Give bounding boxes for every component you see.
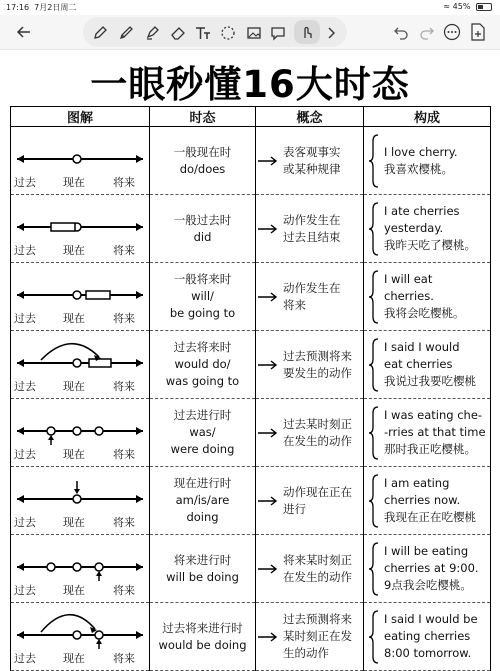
diagram-cell: [11, 535, 150, 603]
timeline: [11, 263, 149, 330]
arrow-right-icon: [136, 495, 143, 503]
form-cell: [364, 195, 491, 263]
brace-icon: [368, 201, 380, 257]
example-line: 我说过我要吃樱桃: [384, 374, 476, 388]
ellipsis-circle-icon: [443, 23, 461, 41]
arrow-right-icon: [136, 427, 143, 435]
example-line: 我将会吃樱桃。: [384, 306, 465, 320]
arrow-up-icon: [96, 639, 102, 644]
redo-button[interactable]: [417, 23, 437, 43]
concept-line: 过去且结束: [283, 229, 341, 244]
table-row: [11, 399, 491, 467]
hand-icon: [299, 24, 315, 40]
example-line: 9点我会吃樱桃。: [384, 578, 472, 592]
timeline-label-past: 过去: [14, 176, 36, 189]
time-point: [47, 563, 55, 571]
example-line: 我昨天吃了樱桃。: [384, 238, 476, 252]
battery-percent: 45%: [452, 2, 471, 11]
timeline-diagram: [11, 195, 149, 241]
header-concept: 概念: [256, 107, 364, 127]
tense-cell: [150, 467, 256, 535]
wifi-icon: ≈: [443, 2, 451, 11]
table-row: [11, 127, 491, 195]
image-tool-button[interactable]: [244, 23, 264, 43]
example-line: cherries now.: [384, 493, 461, 507]
timeline-label-future: 将来: [113, 448, 135, 461]
example-line: yesterday.: [384, 221, 444, 235]
concept-cell: [256, 603, 364, 671]
time-point: [73, 291, 81, 299]
arrow-right-icon: [258, 292, 280, 302]
timeline-label-now: 现在: [63, 448, 85, 461]
timeline-label-now: 现在: [63, 244, 85, 257]
arrow-left-icon: [17, 26, 31, 38]
form-cell: [364, 399, 491, 467]
eraser-tool-button[interactable]: [168, 23, 188, 43]
arrow-right-icon: [136, 359, 143, 367]
form-cell: [364, 467, 491, 535]
timeline: [11, 331, 149, 398]
more-tools-button[interactable]: [323, 23, 339, 43]
timeline-label-past: 过去: [14, 652, 36, 665]
concept-line: 要发生的动作: [283, 365, 352, 380]
example-line: I will be eating: [384, 544, 469, 558]
undo-icon: [393, 26, 409, 40]
timeline-diagram: [11, 603, 149, 649]
timeline-label-past: 过去: [14, 380, 36, 393]
timeline-label-now: 现在: [63, 312, 85, 325]
form-cell: [364, 331, 491, 399]
concept-line: 或某种规律: [283, 161, 341, 176]
finger-draw-button[interactable]: [294, 20, 320, 44]
timeline: [11, 195, 149, 262]
timeline-label-now: 现在: [63, 380, 85, 393]
brace-icon: [368, 609, 380, 665]
comment-icon: [270, 25, 286, 41]
tense-cell: [150, 195, 256, 263]
action-box: [89, 359, 111, 367]
arrow-right-icon: [258, 224, 280, 234]
tense-line: 一般过去时: [173, 212, 232, 227]
comment-tool-button[interactable]: [268, 23, 288, 43]
highlighter-tool-button[interactable]: [142, 23, 162, 43]
timeline-label-future: 将来: [113, 244, 135, 257]
form-cell: [364, 263, 491, 331]
example-line: I was eating che-: [384, 408, 483, 422]
diagram-cell: [11, 603, 150, 671]
pencil-tool-button[interactable]: [116, 23, 136, 43]
example-line: 8:00 tomorrow.: [384, 646, 472, 660]
diagram-cell: [11, 467, 150, 535]
toolbar: [0, 15, 500, 50]
timeline-label-past: 过去: [14, 448, 36, 461]
lasso-tool-button[interactable]: [218, 23, 238, 43]
concept-line: 生的动作: [283, 646, 329, 660]
tense-cell: [150, 331, 256, 399]
example-line: I will eat: [384, 272, 433, 286]
eraser-icon: [170, 25, 186, 41]
arrow-right-icon: [258, 360, 280, 370]
time-point: [73, 495, 81, 503]
concept-line: 动作发生在: [283, 212, 341, 227]
brace-icon: [368, 133, 380, 189]
tense-cell: [150, 535, 256, 603]
timeline: [11, 399, 149, 466]
tense-line: would do/: [174, 357, 231, 371]
time-point: [73, 563, 81, 571]
arrow-right-icon: [136, 563, 143, 571]
timeline-label-future: 将来: [113, 380, 135, 393]
add-page-button[interactable]: [468, 22, 488, 42]
timeline-diagram: [11, 467, 149, 513]
arrow-left-icon: [17, 155, 24, 163]
text-icon: [194, 25, 212, 41]
pen-tool-button[interactable]: [90, 23, 110, 43]
arrow-right-icon: [258, 632, 280, 642]
battery-icon: [476, 3, 492, 11]
example-line: eating cherries: [384, 629, 471, 643]
form-cell: [364, 603, 491, 671]
tense-line: be going to: [169, 306, 236, 320]
image-icon: [246, 25, 262, 41]
example-line: 那时我正吃樱桃。: [384, 442, 476, 456]
arrow-up-icon: [48, 435, 54, 440]
example-line: cherries.: [384, 289, 434, 303]
timeline: [11, 535, 149, 602]
tense-cell: [150, 399, 256, 467]
time-point: [47, 427, 55, 435]
concept-cell: [256, 127, 364, 195]
table-row: [11, 195, 491, 263]
concept-line: 进行: [283, 501, 306, 516]
header-tense: 时态: [150, 107, 256, 127]
lasso-icon: [220, 25, 236, 41]
page-title: 一眼秒懂16大时态: [90, 63, 410, 106]
arrow-left-icon: [17, 495, 24, 503]
brace-icon: [368, 405, 380, 461]
action-box: [51, 223, 75, 231]
table-row: [11, 603, 491, 671]
concept-cell: [256, 331, 364, 399]
concept-line: 表客观事实: [283, 144, 341, 159]
tense-line: 过去将来时: [173, 340, 232, 354]
timeline-label-now: 现在: [63, 516, 85, 529]
more-options-button[interactable]: [441, 21, 463, 43]
status-time: 17:16: [6, 3, 30, 12]
tense-line: 过去将来进行时: [162, 620, 243, 635]
time-point: [73, 427, 81, 435]
timeline-diagram: [11, 263, 149, 309]
tense-line: 现在进行时: [173, 476, 232, 490]
tense-table: [10, 106, 491, 671]
tense-line: would be doing: [158, 637, 247, 652]
time-point: [73, 359, 81, 367]
arrow-up-icon: [96, 571, 102, 576]
table-row: [11, 331, 491, 399]
tense-line: were doing: [170, 442, 235, 456]
arrow-left-icon: [17, 291, 24, 299]
document-plus-icon: [470, 23, 486, 41]
tense-line: 过去进行时: [173, 408, 232, 422]
concept-line: 过去某时刻正: [283, 416, 352, 431]
timeline-label-now: 现在: [63, 652, 85, 665]
arrow-left-icon: [17, 359, 24, 367]
timeline-label-past: 过去: [14, 244, 36, 257]
diagram-cell: [11, 127, 150, 195]
arrow-right-icon: [258, 428, 280, 438]
tense-line: was going to: [165, 374, 240, 388]
header-form: 构成: [364, 107, 491, 127]
form-cell: [364, 127, 491, 195]
example-line: 我现在正在吃樱桃: [384, 510, 476, 524]
brace-icon: [368, 473, 380, 529]
tense-line: will/: [191, 289, 214, 303]
example-line: I said I would: [384, 340, 460, 354]
concept-cell: [256, 263, 364, 331]
tense-line: was/: [189, 425, 216, 439]
timeline-label-future: 将来: [113, 312, 135, 325]
concept-line: 动作发生在: [283, 280, 341, 295]
table-row: [11, 263, 491, 331]
timeline-label-now: 现在: [63, 176, 85, 189]
tense-line: am/is/are: [175, 493, 230, 507]
timeline-label-past: 过去: [14, 516, 36, 529]
table-row: [11, 467, 491, 535]
timeline-label-future: 将来: [113, 652, 135, 665]
tense-line: doing: [186, 510, 219, 524]
tense-cell: [150, 127, 256, 195]
concept-cell: [256, 535, 364, 603]
form-cell: [364, 535, 491, 603]
example-line: I ate cherries: [384, 204, 460, 218]
arrow-right-icon: [136, 155, 143, 163]
time-point: [95, 563, 103, 571]
header-diagram: 图解: [11, 107, 150, 127]
concept-line: 动作现在正在: [283, 484, 352, 499]
text-tool-button[interactable]: [192, 23, 214, 43]
timeline: [11, 603, 149, 670]
example-line: I love cherry.: [384, 144, 458, 159]
timeline-label-future: 将来: [113, 176, 135, 189]
tense-line: do/does: [179, 161, 226, 176]
timeline-diagram: [11, 331, 149, 377]
brace-icon: [368, 337, 380, 393]
arrow-left-icon: [17, 563, 24, 571]
table-row: [11, 535, 491, 603]
arrow-left-icon: [17, 223, 24, 231]
timeline: [11, 467, 149, 534]
undo-button[interactable]: [391, 23, 411, 43]
battery-fill: [478, 5, 483, 9]
concept-cell: [256, 195, 364, 263]
table-header-row: [11, 107, 491, 127]
arrow-right-icon: [258, 564, 280, 574]
diagram-cell: [11, 263, 150, 331]
concept-cell: [256, 399, 364, 467]
example-line: -rries at that time: [384, 425, 486, 439]
arrow-left-icon: [17, 631, 24, 639]
concept-line: 过去预测将来: [283, 348, 352, 363]
timeline: [11, 127, 149, 194]
tense-line: 将来进行时: [173, 552, 232, 567]
concept-cell: [256, 467, 364, 535]
status-date: 7月2日周二: [34, 3, 77, 12]
prediction-curve: [41, 344, 99, 360]
timeline-label-past: 过去: [14, 312, 36, 325]
timeline-diagram: [11, 535, 149, 581]
concept-line: 某时刻正在发: [283, 629, 352, 643]
tense-line: 一般将来时: [173, 272, 232, 286]
diagram-cell: [11, 399, 150, 467]
timeline-label-future: 将来: [113, 584, 135, 597]
concept-line: 在发生的动作: [283, 433, 352, 448]
diagram-cell: [11, 331, 150, 399]
time-point: [95, 427, 103, 435]
timeline-label-now: 现在: [63, 584, 85, 597]
timeline-diagram: [11, 399, 149, 445]
arrow-left-icon: [17, 427, 24, 435]
time-point: [95, 631, 103, 639]
concept-line: 在发生的动作: [283, 569, 352, 584]
pen-icon: [92, 25, 108, 41]
tense-cell: [150, 603, 256, 671]
example-line: I said I would be: [384, 612, 478, 626]
timeline-diagram: [11, 127, 149, 173]
time-point: [73, 155, 81, 163]
arrow-right-icon: [258, 156, 280, 166]
brace-icon: [368, 541, 380, 597]
pencil-icon: [118, 25, 134, 41]
concept-line: 过去预测将来: [283, 612, 352, 626]
arrow-right-icon: [136, 631, 143, 639]
time-point: [73, 631, 81, 639]
back-button[interactable]: [12, 22, 36, 42]
timeline-label-past: 过去: [14, 584, 36, 597]
example-line: 我喜欢樱桃。: [384, 161, 453, 176]
tense-line: will be doing: [166, 569, 239, 584]
status-bar: [0, 0, 500, 14]
redo-icon: [419, 26, 435, 40]
brace-icon: [368, 269, 380, 325]
concept-line: 将来某时刻正: [283, 552, 352, 567]
highlighter-icon: [144, 25, 160, 41]
prediction-curve: [41, 615, 95, 632]
example-line: cherries at 9:00.: [384, 561, 479, 575]
example-line: eat cherries: [384, 357, 453, 371]
arrow-down-icon: [74, 489, 80, 494]
timeline-label-future: 将来: [113, 516, 135, 529]
arrow-right-icon: [136, 223, 143, 231]
tense-line: 一般现在时: [173, 144, 232, 159]
example-line: I am eating: [384, 476, 450, 490]
tense-line: did: [193, 229, 212, 244]
tense-cell: [150, 263, 256, 331]
action-box: [86, 291, 110, 299]
concept-line: 将来: [283, 297, 306, 312]
chevron-right-icon: [327, 27, 335, 39]
arrow-right-icon: [136, 291, 143, 299]
arrow-right-icon: [258, 496, 280, 506]
diagram-cell: [11, 195, 150, 263]
